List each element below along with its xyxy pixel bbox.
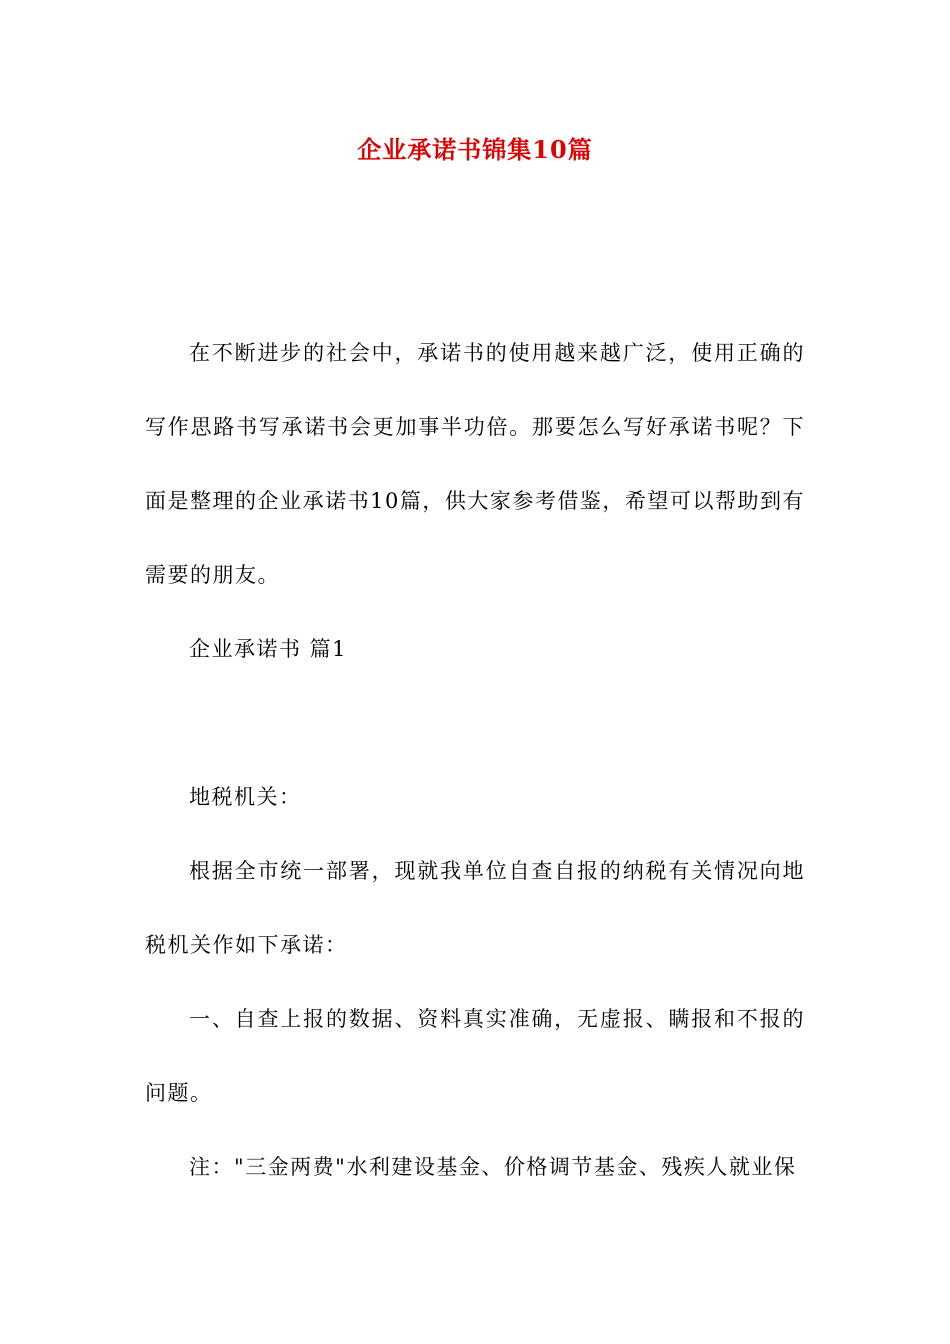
salutation: 地税机关：	[189, 785, 302, 809]
blank-line	[145, 686, 805, 760]
body-paragraph: 注："三金两费"水利建设基金、价格调节基金、残疾人就业保	[189, 1155, 797, 1179]
intro-paragraph: 在不断进步的社会中，承诺书的使用越来越广泛，使用正确的写作思路书写承诺书会更加事半功倍。那要怎么写好承诺书呢？下面是整理的企业承诺书10篇，供大家参考借鉴，希望可以帮助到有需要的朋友。	[145, 341, 805, 587]
body-paragraph: 一、自查上报的数据、资料真实准确，无虚报、瞒报和不报的问题。	[145, 1007, 805, 1105]
document-body	[145, 316, 805, 1204]
section-heading: 企业承诺书 篇1	[189, 637, 348, 661]
document-title: 企业承诺书锦集10篇	[357, 135, 593, 164]
body-paragraph: 根据全市统一部署，现就我单位自查自报的纳税有关情况向地税机关作如下承诺：	[145, 859, 805, 957]
